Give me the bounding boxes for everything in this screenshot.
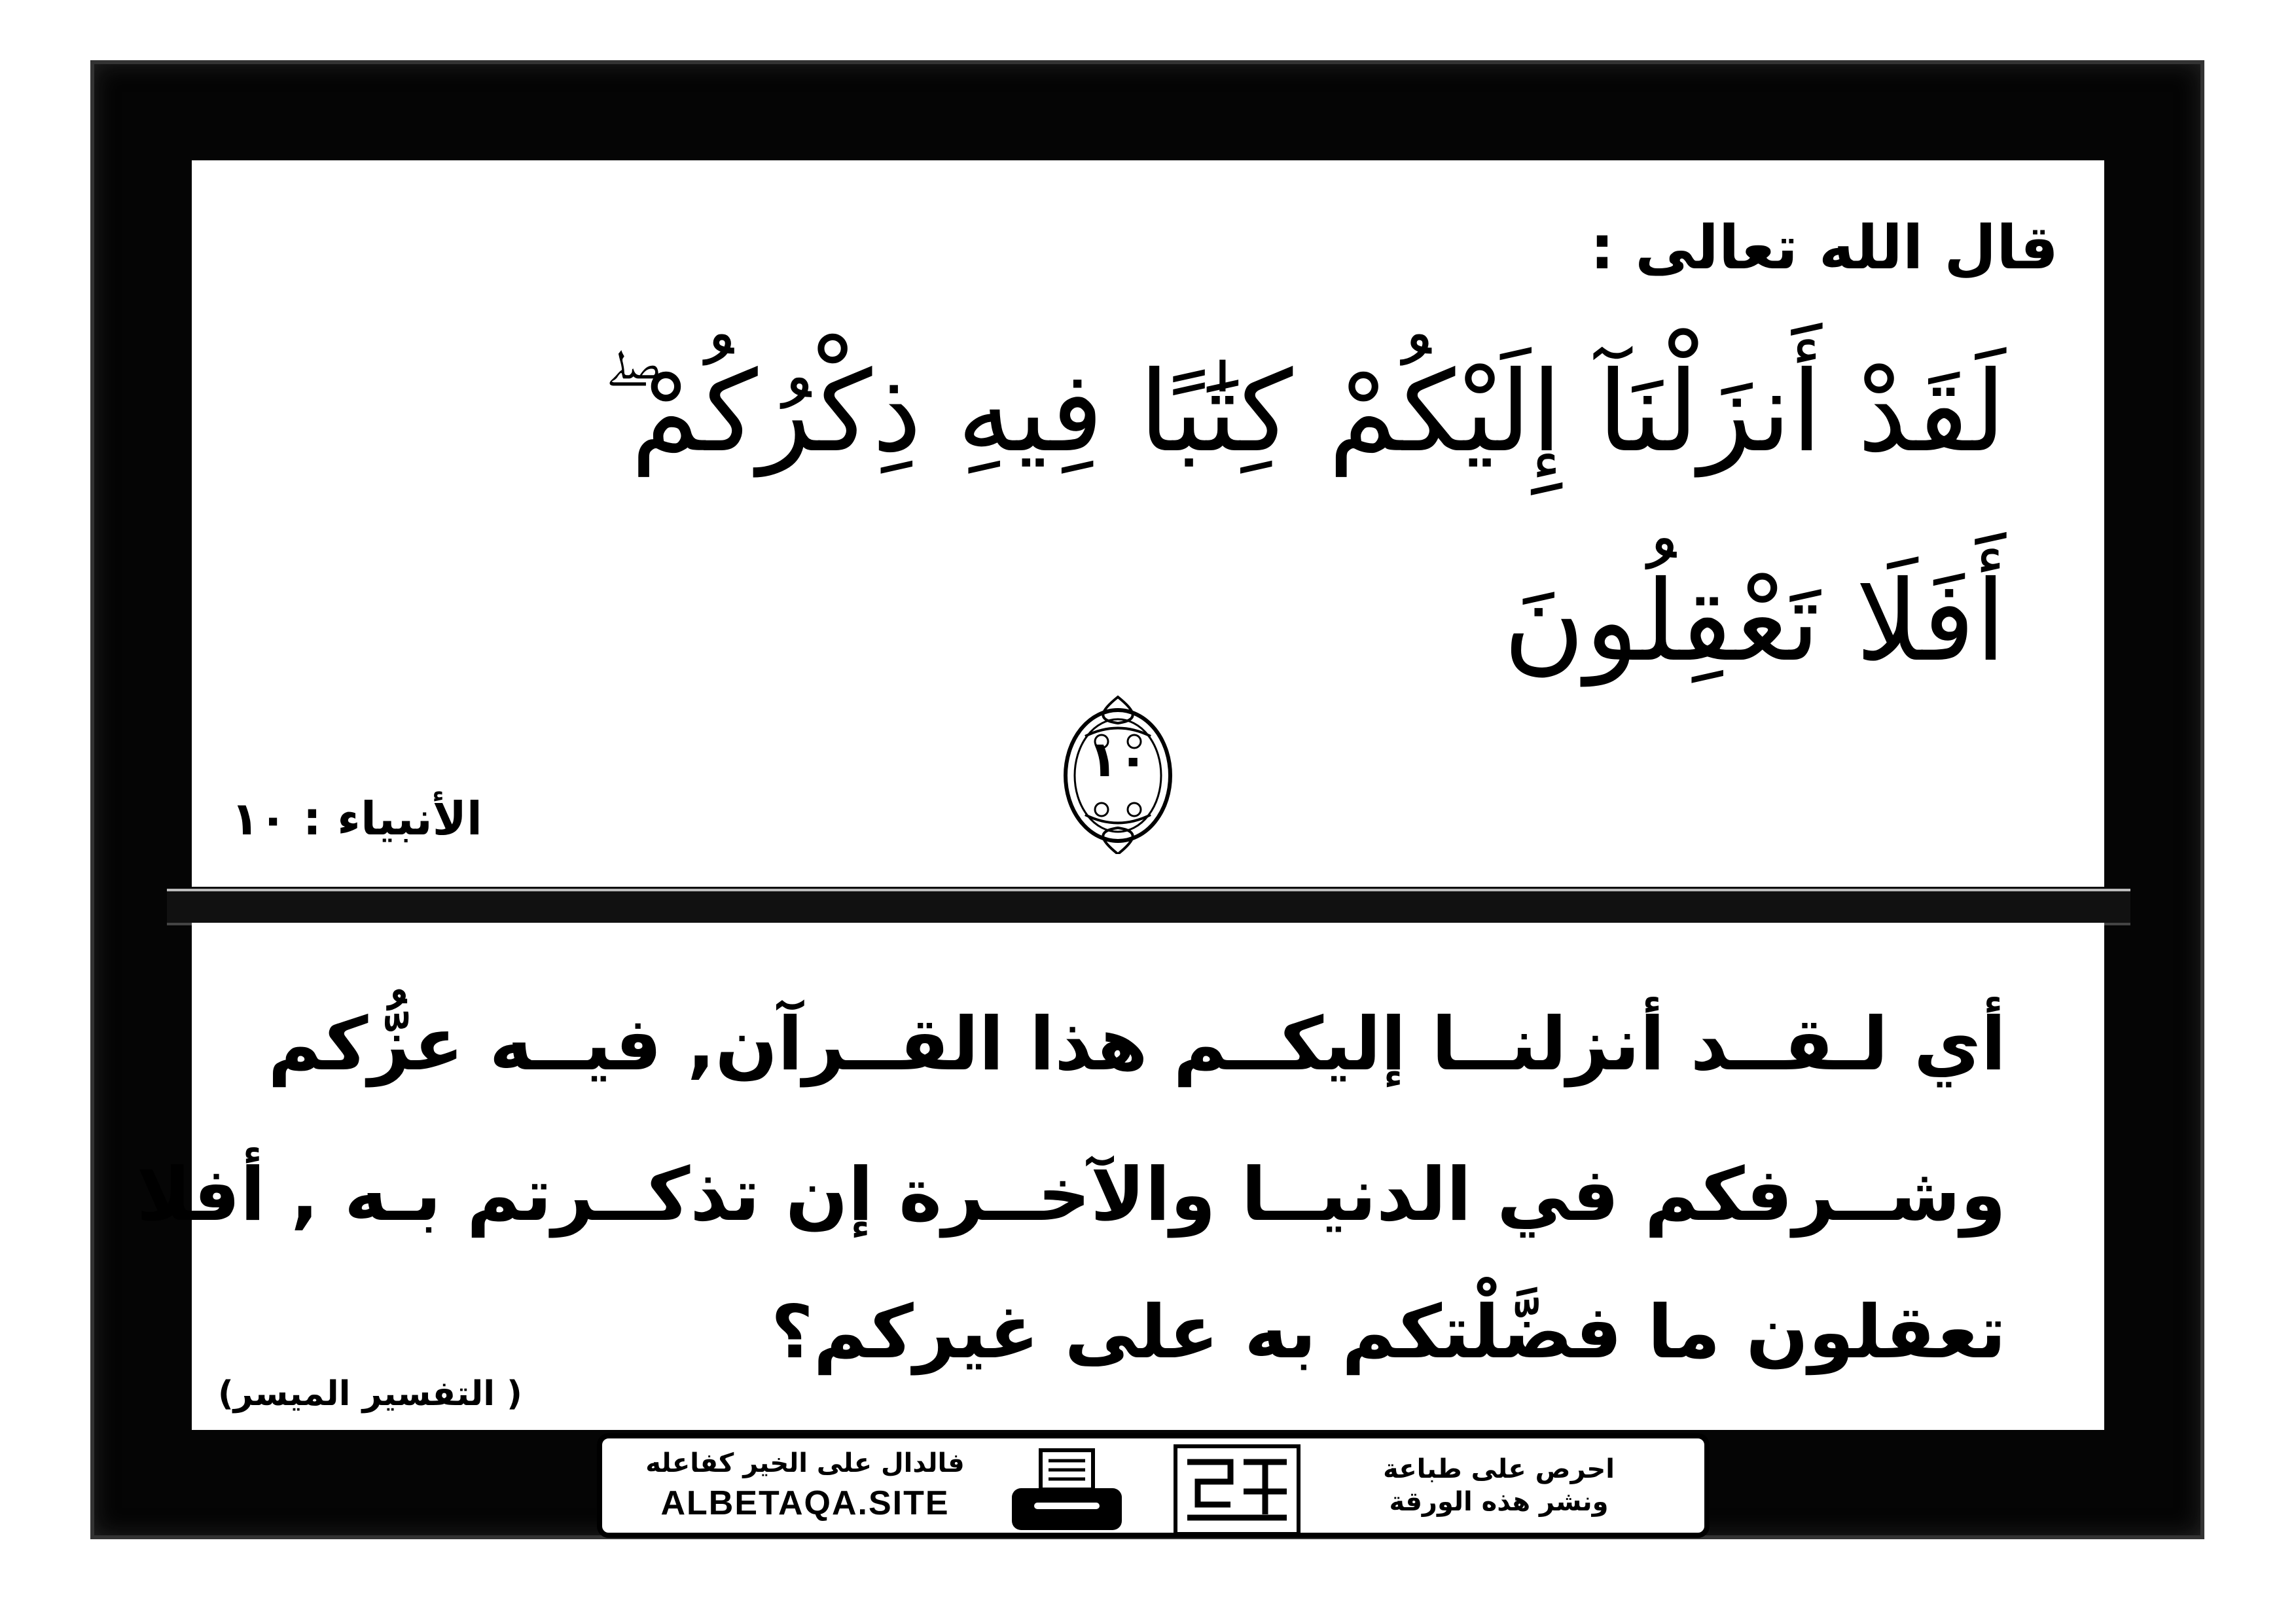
verse-line-2: أَفَلَا تَعْقِلُونَ — [1503, 557, 2006, 687]
tafsir-line-3: تعقلون ما فضَّلْتكم به على غيركم؟ — [770, 1290, 2006, 1375]
intro-text: قال الله تعالى : — [1590, 213, 2058, 283]
printer-icon — [1008, 1448, 1126, 1533]
footer-box — [597, 1433, 1710, 1538]
verse-line-1: لَقَدْ أَنزَلْنَآ إِلَيْكُمْ كِتَٰبًا فِيهِ ذِكْرُكُمْ ۖ — [603, 348, 2006, 477]
verse-panel — [192, 160, 2104, 887]
footer-cta-line-1: احرص على طباعة — [1383, 1454, 1615, 1484]
svg-text:دعوة الورقة: دعوة الورقة — [1235, 1534, 1239, 1535]
site-link[interactable]: ALBETAQA.SITE — [660, 1484, 950, 1522]
footer-site-block — [622, 1438, 988, 1533]
tafsir-line-2: وشــرفكم في الدنيــا والآخــرة إن تذكــرتم بـه , أفلا — [136, 1152, 2006, 1238]
logo-icon — [1172, 1442, 1302, 1538]
tafsir-line-1: أي لـقــد أنزلنــا إليكــم هذا القــرآن, فيــه عزُّكم — [268, 1002, 2006, 1087]
surah-reference: الأنبياء : ١٠ — [231, 792, 482, 846]
divider-bar — [167, 889, 2130, 925]
footer-cta-block — [1316, 1438, 1682, 1533]
tafsir-source: ( التفسير الميسر) — [218, 1374, 522, 1414]
tafsir-panel — [136, 923, 2104, 1430]
ayah-marker-icon — [1056, 684, 1180, 854]
ayah-number: ١٠ — [1087, 730, 1149, 788]
footer-cta-line-2: ونشر هذه الورقة — [1389, 1487, 1609, 1517]
footer-saying: فالدال على الخير كفاعله — [645, 1448, 965, 1478]
